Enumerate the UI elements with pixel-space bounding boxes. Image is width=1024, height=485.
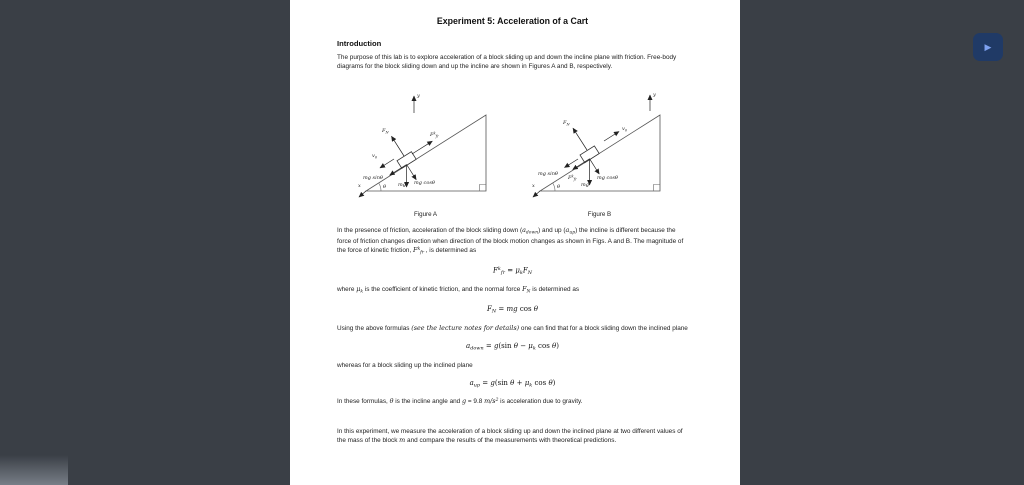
right-angle-mark — [653, 185, 660, 192]
theta-label: θ — [382, 184, 386, 191]
friction-force-label: $F^k_{fr}$ — [567, 174, 577, 182]
section-heading-introduction: Introduction — [337, 39, 382, 48]
theta-arc — [552, 183, 554, 191]
friction-force-label: $F^k_{fr}$ — [429, 131, 439, 139]
gravity-parallel-label: mg sinθ — [362, 175, 383, 182]
friction-force-arrow — [564, 159, 578, 168]
velocity-arrow — [380, 159, 394, 168]
velocity-label: $v_0$ — [621, 126, 627, 133]
y-axis-label: y — [652, 92, 656, 99]
gravity-parallel-arrow — [389, 165, 406, 176]
velocity-label: $v_0$ — [371, 153, 377, 160]
equation-kinetic-friction: $F^k_{fr} = \mu_kF_N$ — [493, 266, 532, 277]
normal-force-paragraph: where $\mu_k$ is the coefficient of kinetic friction, and the normal force $F_N$ is determined as — [337, 285, 580, 295]
x-axis-label: x — [531, 183, 535, 190]
figure-b — [530, 83, 670, 218]
gravity-parallel-label: mg sinθ — [537, 171, 558, 178]
sliding-down-paragraph: Using the above formulas (see the lecture notes for details) one can find that for a block sliding down the inclined plane — [337, 323, 688, 332]
normal-force-label: $F_N$ — [562, 120, 570, 127]
velocity-arrow — [604, 132, 619, 142]
figure-b-caption: Figure B — [587, 211, 612, 219]
equation-acceleration-down: $a_{down} = g(\sin$ $\theta - \mu_k$ cos θ) — [466, 341, 559, 352]
gravity-perpendicular-label: mg cosθ — [596, 175, 618, 182]
normal-force-label: $F_N$ — [381, 128, 389, 135]
right-angle-mark — [479, 185, 486, 192]
experiment-summary-paragraph: In this experiment, we measure the acceleration of a block sliding up and down the inclined plane at two different values of the mass of the block m and compare the results of the measurements with theoretical predictions. — [337, 427, 683, 444]
formula-notes-paragraph: In these formulas, θ is the incline angle and g = 9.8 $m/s^2$ is acceleration due to gravity. — [337, 397, 583, 406]
sliding-up-paragraph: whereas for a block sliding up the inclined plane — [337, 361, 473, 369]
gravity-label: mg — [397, 182, 406, 189]
friction-explanation-paragraph: In the presence of friction, acceleration of the block sliding down $(a_{down})$ and up $(a_{up})$ the incline is different because the force of friction changes direction when direction of the block motion changes as shown in Figs. A and B. The magnitude of the force of kinetic friction, $F^k_{fr}$ , is determined as — [337, 226, 684, 256]
figures-row — [337, 83, 688, 218]
figure-b-diagram — [530, 83, 670, 208]
gravity-perpendicular-label: mg cosθ — [413, 180, 435, 187]
x-axis-label: x — [357, 183, 361, 190]
friction-force-arrow — [412, 141, 432, 154]
play-icon: ▶ — [984, 41, 992, 52]
normal-force-arrow — [573, 128, 587, 150]
figure-a — [356, 83, 496, 218]
intro-paragraph: The purpose of this lab is to explore acceleration of a block sliding up and down the incline plane with friction. Free-body diagrams for the block sliding down and up the incline are shown in Figures A and B, respectively. — [337, 54, 677, 71]
x-axis-arrow — [359, 191, 366, 197]
document-content — [290, 0, 740, 445]
play-button[interactable] — [973, 33, 1003, 61]
theta-label: θ — [556, 184, 560, 191]
bottom-left-artifact — [0, 455, 68, 485]
theta-arc — [378, 183, 380, 191]
gravity-label: mg — [580, 182, 589, 189]
document-page — [290, 0, 740, 485]
y-axis-label: y — [416, 93, 420, 100]
figure-a-caption: Figure A — [413, 211, 438, 219]
gravity-perpendicular-arrow — [589, 159, 599, 174]
x-axis-arrow — [533, 191, 540, 197]
figure-a-diagram — [356, 83, 496, 208]
equation-normal-force: $F_N$ = mg cos θ — [487, 305, 538, 315]
page-title: Experiment 5: Acceleration of a Cart — [436, 16, 589, 26]
equation-acceleration-up: $a_{up} = g(\sin$ $\theta + \mu_k$ cos θ) — [469, 378, 556, 389]
normal-force-arrow — [391, 136, 404, 156]
gravity-perpendicular-arrow — [406, 165, 416, 180]
